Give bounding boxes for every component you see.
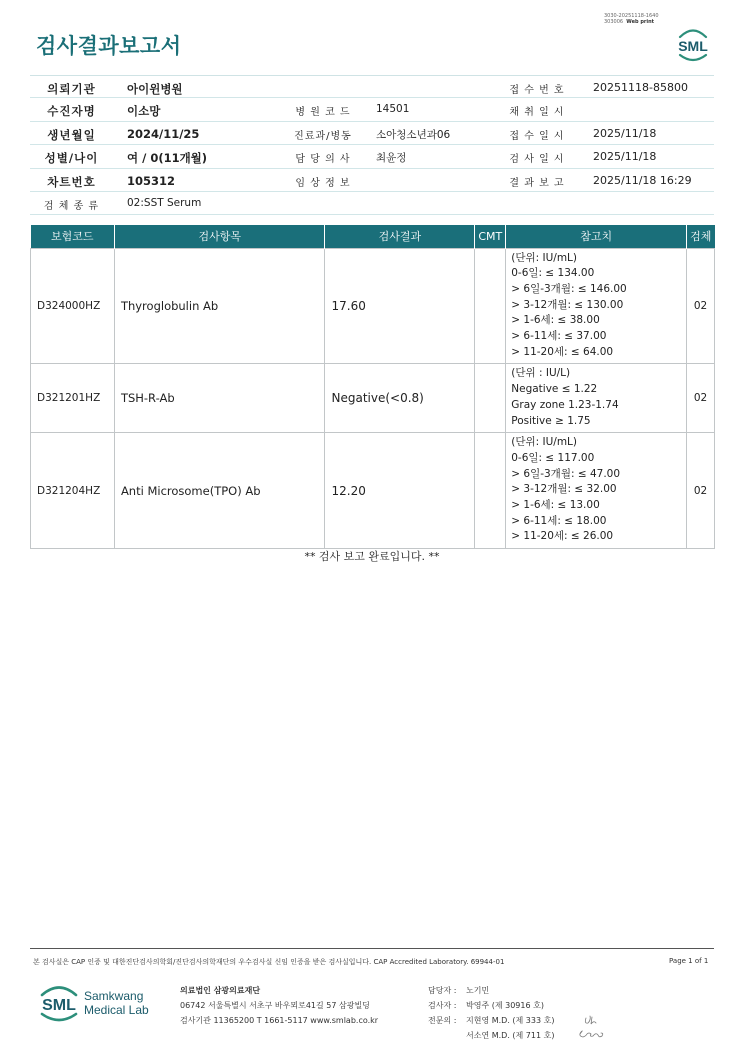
page-number: Page 1 of 1 (669, 957, 709, 965)
reference-line: > 3-12개월: ≤ 32.00 (511, 483, 617, 496)
reference-line: Gray zone 1.23-1.74 (511, 398, 619, 411)
print-label: Web print (626, 19, 655, 25)
logo-name-line1: Samkwang (84, 989, 144, 1003)
table-row (31, 248, 715, 364)
label-specimen-type: 검 체 종 류 (43, 200, 100, 212)
staff-name: 박영주 (제 30916 호) (466, 1001, 544, 1010)
reference-line: Positive ≥ 1.75 (511, 414, 591, 427)
cell-insurance-code: D324000HZ (31, 248, 115, 364)
table-row (31, 364, 715, 433)
cell-test-result: 12.20 (325, 433, 475, 549)
info-row (30, 98, 714, 121)
staff-name: 서소연 M.D. (제 711 호) (466, 1031, 555, 1040)
samkwang-logo (36, 982, 156, 1024)
staff-info (428, 983, 554, 1043)
label-chart-number: 차트번호 (47, 174, 96, 189)
label-sex-age: 성별/나이 (44, 151, 99, 166)
cell-test-item: Anti Microsome(TPO) Ab (114, 433, 325, 549)
value-specimen-type: 02:SST Serum (127, 196, 202, 209)
cell-cmt (475, 433, 506, 549)
cell-insurance-code: D321204HZ (31, 433, 115, 549)
reference-line: > 6-11세: ≤ 18.00 (511, 514, 607, 527)
label-birth-date: 생년월일 (47, 127, 96, 142)
cell-test-result: Negative(<0.8) (325, 364, 475, 433)
header-insurance-code: 보험코드 (31, 225, 115, 248)
label-accession-number: 접 수 번 호 (509, 85, 565, 96)
value-chart-number: 105312 (127, 173, 176, 188)
label-clinical-info: 임 상 정 보 (295, 177, 351, 189)
info-row (30, 169, 714, 192)
staff-row (428, 983, 554, 998)
organization-contact: 검사기관 11365200 T 1661-5117 www.smlab.co.kr (180, 1016, 379, 1025)
info-row (30, 75, 714, 98)
results-table (30, 225, 715, 549)
value-patient-name: 이소망 (127, 104, 161, 119)
info-row (30, 192, 714, 215)
header-test-result: 검사결과 (325, 225, 475, 248)
document-id-line2: 303006 (604, 19, 624, 25)
logo-text: SML (42, 997, 76, 1014)
cell-cmt (475, 364, 506, 433)
cell-reference (506, 248, 687, 364)
table-header-row (31, 225, 715, 248)
reference-line: 0-6일: ≤ 134.00 (511, 267, 595, 280)
cell-specimen: 02 (687, 248, 715, 364)
staff-role: 전문의 : (428, 1016, 457, 1025)
reference-line: Negative ≤ 1.22 (511, 383, 598, 396)
reference-line: (단위 : IU/L) (511, 367, 571, 380)
sml-logo-icon (672, 25, 714, 65)
value-result-report: 2025/11/18 16:29 (593, 173, 692, 187)
document-id-line1: 3030-20251118-1640 (604, 13, 659, 19)
footer-divider (30, 948, 714, 949)
organization-name: 의료법인 삼광의료재단 (180, 986, 261, 995)
reference-line: > 11-20세: ≤ 64.00 (511, 345, 614, 358)
value-receipt-date: 2025/11/18 (593, 126, 657, 140)
value-sex-age: 여 / 0(11개월) (127, 151, 208, 166)
staff-role: 담당자 : (428, 986, 457, 995)
sml-logo-icon (36, 982, 82, 1024)
document-id (604, 13, 659, 25)
logo-text: SML (678, 38, 708, 54)
organization-info (180, 983, 378, 1028)
staff-name: 지현영 M.D. (제 333 호) (466, 1016, 555, 1025)
label-test-date: 검 사 일 시 (509, 154, 565, 166)
organization-address: 06742 서울특별시 서초구 바우뫼로41길 57 삼광빌딩 (180, 1001, 370, 1010)
patient-info (30, 75, 714, 215)
reference-line: > 6-11세: ≤ 37.00 (511, 330, 607, 343)
staff-name: 노기민 (466, 986, 490, 995)
label-hospital-code: 병 원 코 드 (295, 107, 351, 119)
reference-line: > 1-6세: ≤ 38.00 (511, 314, 600, 327)
cell-insurance-code: D321201HZ (31, 364, 115, 433)
staff-row (428, 1028, 554, 1043)
reference-line: (단위: IU/mL) (511, 251, 578, 264)
header-reference: 참고치 (506, 225, 687, 248)
reference-line: > 3-12개월: ≤ 130.00 (511, 298, 624, 311)
value-accession-number: 20251118-85800 (593, 81, 688, 94)
staff-row (428, 998, 554, 1013)
value-test-date: 2025/11/18 (593, 150, 657, 164)
header-specimen: 검체 (687, 225, 715, 248)
cell-test-item: TSH-R-Ab (114, 364, 325, 433)
completion-notice: ** 검사 보고 완료입니다. ** (304, 550, 440, 563)
label-collection-date: 채 취 일 시 (509, 107, 565, 119)
reference-line: > 11-20세: ≤ 26.00 (511, 530, 614, 543)
cell-test-result: 17.60 (325, 248, 475, 364)
label-patient-name: 수진자명 (47, 104, 96, 119)
label-department: 진료과/병동 (294, 130, 352, 142)
reference-line: (단위: IU/mL) (511, 436, 578, 449)
cell-specimen: 02 (687, 364, 715, 433)
label-receipt-date: 접 수 일 시 (509, 130, 565, 142)
logo-name (84, 989, 149, 1017)
table-row (31, 433, 715, 549)
cell-test-item: Thyroglobulin Ab (114, 248, 325, 364)
certification-text: 본 검사실은 CAP 인증 및 대한진단검사의학회/진단검사의학재단의 우수검사실 신임 인증을 받은 검사실입니다. CAP Accredited Laboratory. 69944-01 (33, 958, 505, 966)
value-birth-date: 2024/11/25 (127, 126, 200, 141)
reference-line: > 1-6세: ≤ 13.00 (511, 499, 600, 512)
report-title: 검사결과보고서 (36, 34, 182, 58)
label-requesting-institution: 의뢰기관 (47, 82, 96, 96)
value-physician: 최윤정 (376, 152, 407, 165)
reference-line: 0-6일: ≤ 117.00 (511, 451, 595, 464)
logo-name-line2: Medical Lab (84, 1003, 149, 1017)
value-requesting-institution: 아이윈병원 (127, 82, 183, 96)
info-row (30, 145, 714, 168)
label-result-report: 결 과 보 고 (509, 177, 565, 189)
info-row (30, 122, 714, 145)
header-test-item: 검사항목 (114, 225, 325, 248)
value-hospital-code: 14501 (376, 103, 410, 116)
label-physician: 담 당 의 사 (295, 154, 351, 166)
cell-specimen: 02 (687, 433, 715, 549)
signature-icon (576, 1008, 610, 1042)
cell-cmt (475, 248, 506, 364)
staff-role: 검사자 : (428, 1001, 457, 1010)
staff-row (428, 1013, 554, 1028)
value-department: 소아청소년과06 (376, 128, 451, 141)
reference-line: > 6일-3개월: ≤ 47.00 (511, 467, 621, 480)
cell-reference (506, 433, 687, 549)
reference-line: > 6일-3개월: ≤ 146.00 (511, 282, 627, 295)
header-cmt: CMT (475, 225, 506, 248)
cell-reference (506, 364, 687, 433)
